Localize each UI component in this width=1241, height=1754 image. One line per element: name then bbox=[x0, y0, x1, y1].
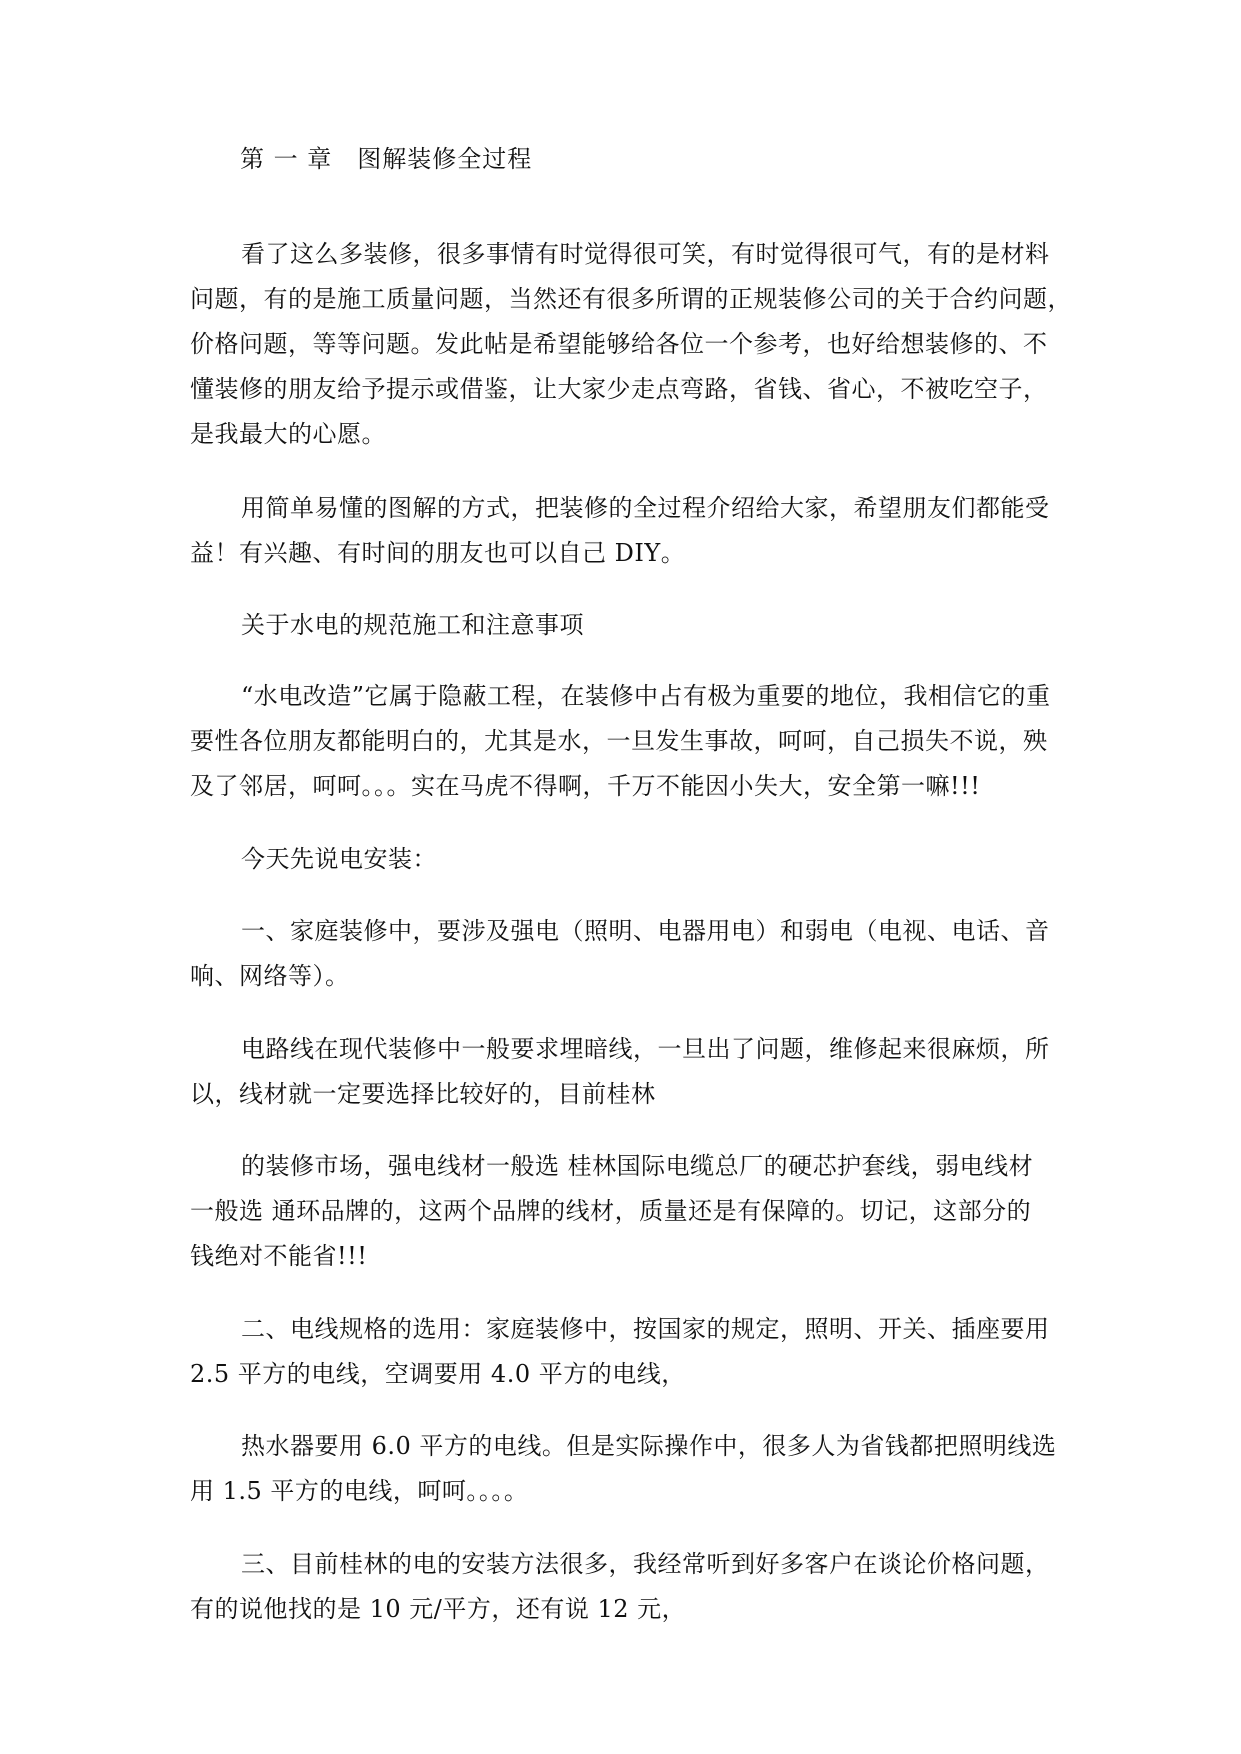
paragraph-line: 今天先说电安装： bbox=[241, 845, 437, 873]
paragraph-line: 价格问题，等等问题。发此帖是希望能够给各位一个参考，也好给想装修的、不 bbox=[190, 330, 1048, 358]
paragraph-line: 钱绝对不能省!!! bbox=[190, 1242, 368, 1270]
paragraph-line: 看了这么多装修，很多事情有时觉得很可笑，有时觉得很可气，有的是材料 bbox=[241, 240, 1050, 268]
paragraph-line: 电路线在现代装修中一般要求埋暗线，一旦出了问题，维修起来很麻烦，所 bbox=[241, 1035, 1050, 1063]
paragraph-line: 二、电线规格的选用：家庭装修中，按国家的规定，照明、开关、插座要用 bbox=[241, 1315, 1050, 1343]
section-heading: 关于水电的规范施工和注意事项 bbox=[241, 611, 584, 639]
paragraph-line: 问题，有的是施工质量问题，当然还有很多所谓的正规装修公司的关于合约问题， bbox=[190, 285, 1072, 313]
paragraph-line: 要性各位朋友都能明白的，尤其是水，一旦发生事故，呵呵，自己损失不说，殃 bbox=[190, 727, 1048, 755]
paragraph-line: “水电改造”它属于隐蔽工程，在装修中占有极为重要的地位，我相信它的重 bbox=[241, 682, 1051, 710]
paragraph-line: 一、家庭装修中，要涉及强电（照明、电器用电）和弱电（电视、电话、音 bbox=[241, 917, 1050, 945]
paragraph-line: 热水器要用 6.0 平方的电线。但是实际操作中，很多人为省钱都把照明线选 bbox=[241, 1432, 1057, 1460]
paragraph-line: 懂装修的朋友给予提示或借鉴，让大家少走点弯路，省钱、省心，不被吃空子， bbox=[190, 375, 1048, 403]
paragraph-line: 三、目前桂林的电的安装方法很多，我经常听到好多客户在谈论价格问题， bbox=[241, 1550, 1050, 1578]
paragraph-line: 用简单易懂的图解的方式，把装修的全过程介绍给大家，希望朋友们都能受 bbox=[241, 494, 1050, 522]
paragraph-line: 是我最大的心愿。 bbox=[190, 420, 386, 448]
paragraph-line: 用 1.5 平方的电线，呵呵。。。。 bbox=[190, 1477, 529, 1505]
paragraph-line: 响、网络等）。 bbox=[190, 962, 350, 990]
paragraph-line: 2.5 平方的电线，空调要用 4.0 平方的电线， bbox=[190, 1360, 686, 1388]
paragraph-line: 的装修市场，强电线材一般选 桂林国际电缆总厂的硬芯护套线，弱电线材 bbox=[241, 1152, 1034, 1180]
paragraph-line: 有的说他找的是 10 元/平方，还有说 12 元， bbox=[190, 1595, 687, 1623]
paragraph-line: 及了邻居，呵呵。。。实在马虎不得啊，千万不能因小失大，安全第一嘛!!! bbox=[190, 772, 981, 800]
paragraph-line: 一般选 通环品牌的，这两个品牌的线材，质量还是有保障的。切记，这部分的 bbox=[190, 1197, 1032, 1225]
paragraph-line: 以，线材就一定要选择比较好的，目前桂林 bbox=[190, 1080, 656, 1108]
chapter-title: 第 一 章 图解装修全过程 bbox=[240, 145, 533, 173]
paragraph-line: 益！有兴趣、有时间的朋友也可以自己 DIY。 bbox=[190, 539, 686, 567]
